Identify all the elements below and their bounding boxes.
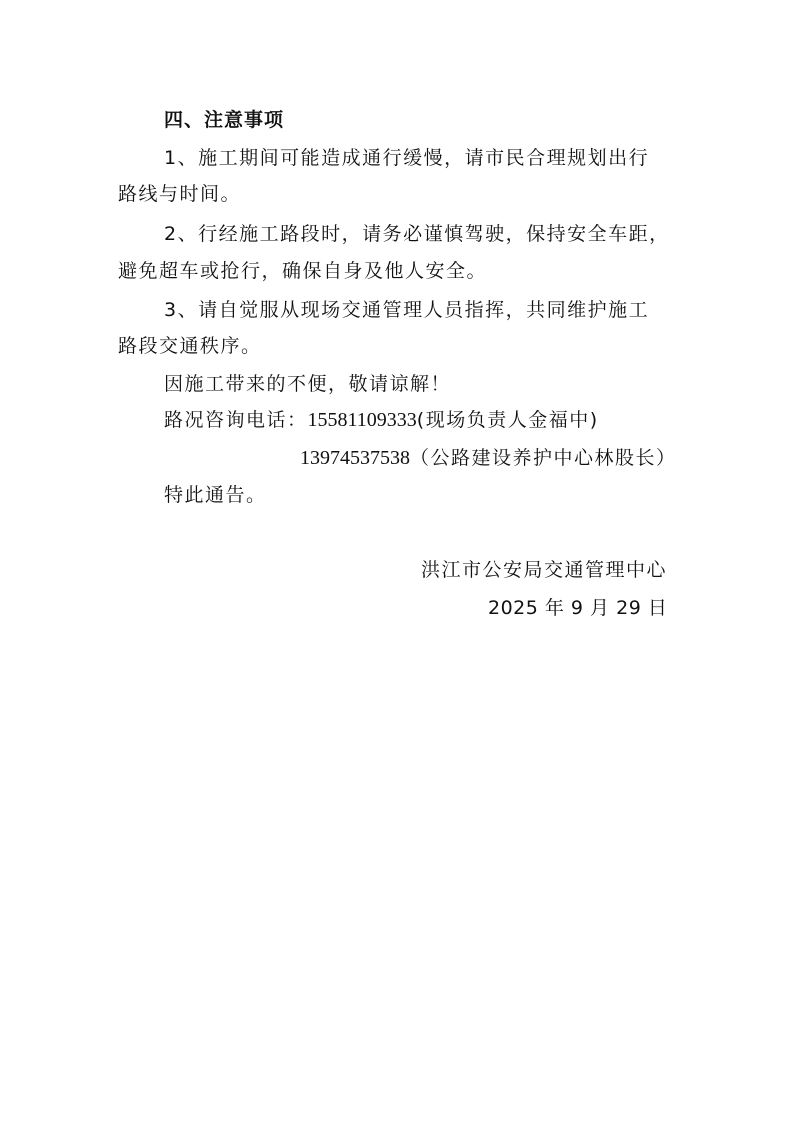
item-1-line-2: 路线与时间。	[118, 183, 242, 205]
contact-line-2	[300, 446, 677, 470]
item-2-line-1: 2、行经施工路段时，请务必谨慎驾驶，保持安全车距，	[164, 223, 670, 245]
item-2-line-2: 避免超车或抢行，确保自身及他人安全。	[118, 260, 488, 282]
item-3-line-2: 路段交通秩序。	[118, 335, 262, 357]
contact-label: 路况咨询电话：	[164, 409, 308, 431]
issuer-name: 洪江市公安局交通管理中心	[421, 559, 668, 581]
apology-text: 因施工带来的不便，敬请谅解！	[164, 373, 452, 395]
phone-1-note: (现场负责人金福中)	[416, 409, 599, 431]
issue-date: 2025 年 9 月 29 日	[488, 597, 668, 619]
section-heading: 四、注意事项	[164, 109, 285, 131]
phone-2-note: （公路建设养护中心林股长）	[410, 447, 677, 469]
phone-number-1: 15581109333	[307, 409, 417, 431]
item-1-line-1: 1、施工期间可能造成通行缓慢，请市民合理规划出行	[164, 147, 650, 169]
contact-line-1	[164, 408, 599, 432]
closing-text: 特此通告。	[164, 484, 267, 506]
item-3-line-1: 3、请自觉服从现场交通管理人员指挥，共同维护施工	[164, 299, 650, 321]
phone-number-2: 13974537538	[300, 447, 410, 469]
